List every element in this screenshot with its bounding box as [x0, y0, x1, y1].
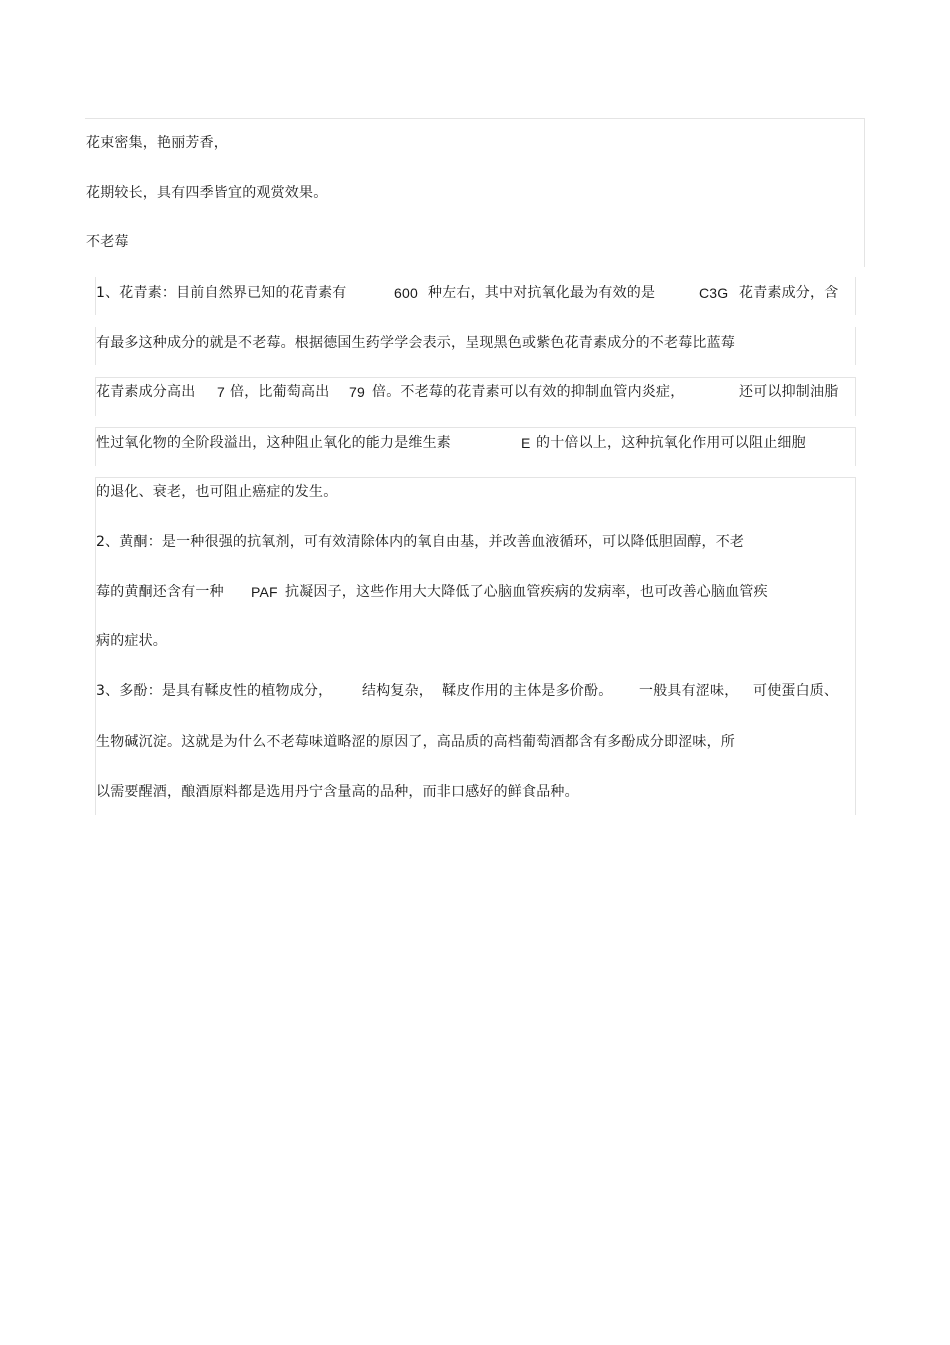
anthocyanin-line-4: [96, 433, 856, 453]
polyphenol-line-1-d: 一般具有涩味，: [639, 683, 739, 699]
flavonoid-line-2-a: 莓的黄酮还含有一种: [96, 584, 224, 600]
anthocyanin-line-1: [96, 283, 856, 303]
anthocyanin-line-5-text: 的退化、衰老，也可阻止癌症的发生。: [96, 484, 338, 500]
anthocyanin-line-3-f: 还可以抑制油脂: [739, 384, 839, 400]
anthocyanin-line-5: [96, 482, 337, 502]
polyphenol-line-3-text: 以需要醒酒，酿酒原料都是选用丹宁含量高的品种，而非口感好的鲜食品种。: [96, 784, 579, 800]
intro-line-2: [86, 183, 327, 203]
anthocyanin-line-3-d: 79: [349, 384, 365, 400]
polyphenol-line-1: [96, 681, 856, 701]
flavonoid-line-3-text: 病的症状。: [96, 633, 167, 649]
anthocyanin-line-3: [96, 382, 856, 402]
flavonoid-line-1: [96, 532, 744, 552]
section-heading-text: 不老莓: [86, 234, 129, 250]
polyphenol-line-3: [96, 782, 579, 802]
anthocyanin-line-3-c: 倍，比葡萄高出: [230, 384, 330, 400]
flavonoid-line-2: [96, 582, 856, 602]
polyphenol-line-1-a: 3、多酚：是具有鞣皮性的植物成分，: [96, 683, 333, 699]
intro-line-1: [86, 133, 228, 153]
section-heading: [86, 232, 129, 252]
anthocyanin-line-3-e: 倍。不老莓的花青素可以有效的抑制血管内炎症，: [372, 384, 685, 400]
polyphenol-line-2: [96, 732, 735, 752]
flavonoid-line-2-b: PAF: [251, 584, 278, 600]
anthocyanin-line-4-c: 的十倍以上，这种抗氧化作用可以阻止细胞: [536, 435, 806, 451]
polyphenol-line-2-text: 生物碱沉淀。这就是为什么不老莓味道略涩的原因了，高品质的高档葡萄酒都含有多酚成分即涩味，所: [96, 734, 735, 750]
polyphenol-line-1-b: 结构复杂，: [362, 683, 433, 699]
anthocyanin-line-3-a: 花青素成分高出: [96, 384, 196, 400]
anthocyanin-line-1-c: 种左右，其中对抗氧化最为有效的是: [428, 285, 656, 301]
polyphenol-line-1-c: 鞣皮作用的主体是多价酚。: [442, 683, 613, 699]
frame-body-box: [95, 477, 856, 815]
anthocyanin-line-3-b: 7: [217, 384, 225, 400]
flavonoid-line-1-text: 2、黄酮：是一种很强的抗氧剂，可有效清除体内的氧自由基，并改善血液循环，可以降低胆固醇，不老: [96, 534, 745, 550]
intro-line-2-text: 花期较长，具有四季皆宜的观赏效果。: [86, 185, 328, 201]
anthocyanin-line-1-a: 1、花青素：目前自然界已知的花青素有: [96, 285, 347, 301]
anthocyanin-line-4-b: E: [521, 435, 531, 451]
anthocyanin-line-2: [96, 333, 735, 353]
polyphenol-line-1-e: 可使蛋白质、: [753, 683, 839, 699]
anthocyanin-line-4-a: 性过氧化物的全阶段溢出，这种阻止氧化的能力是维生素: [96, 435, 451, 451]
anthocyanin-line-2-text: 有最多这种成分的就是不老莓。根据德国生药学学会表示，呈现黑色或紫色花青素成分的不老莓比蓝莓: [96, 335, 735, 351]
intro-line-1-text: 花束密集，艳丽芳香，: [86, 135, 228, 151]
flavonoid-line-3: [96, 631, 167, 651]
anthocyanin-line-1-b: 600: [394, 285, 418, 301]
flavonoid-line-2-c: 抗凝因子，这些作用大大降低了心脑血管疾病的发病率，也可改善心脑血管疾: [285, 584, 768, 600]
anthocyanin-line-1-e: 花青素成分，含: [739, 285, 839, 301]
anthocyanin-line-1-d: C3G: [699, 285, 729, 301]
